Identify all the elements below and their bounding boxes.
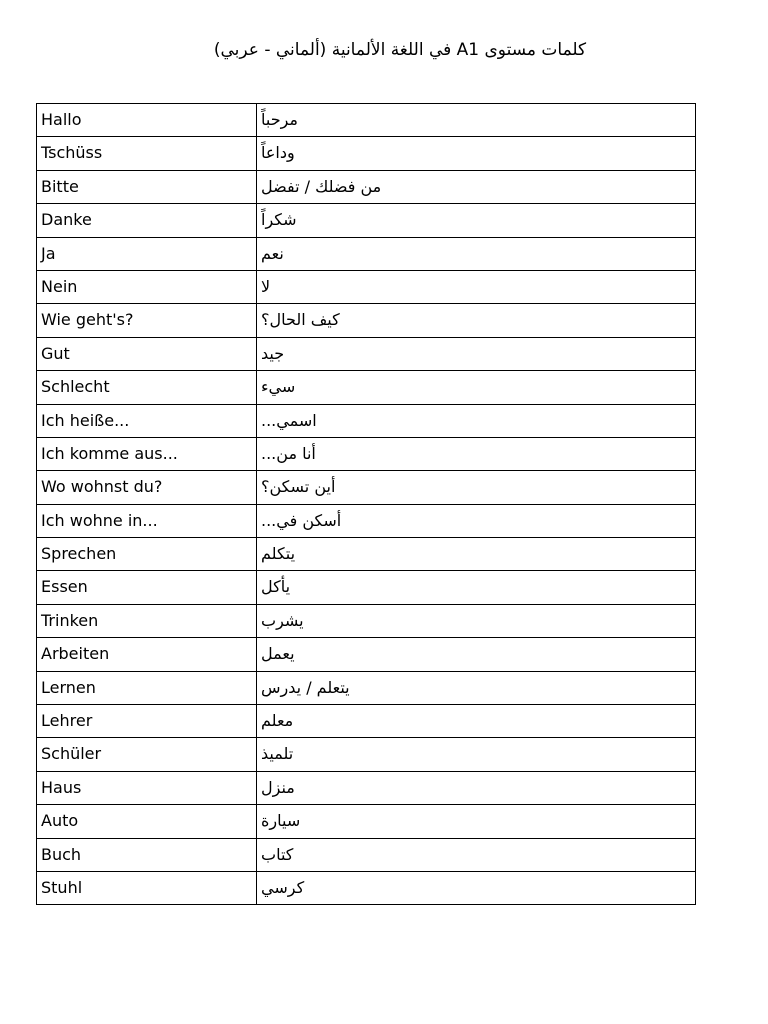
arabic-translation-cell xyxy=(257,371,696,404)
german-word-cell: Stuhl xyxy=(37,871,257,904)
german-word-cell: Buch xyxy=(37,838,257,871)
arabic-translation-cell xyxy=(257,571,696,604)
german-word-cell: Wie geht's? xyxy=(37,304,257,337)
arabic-translation-cell xyxy=(257,471,696,504)
table-row xyxy=(37,304,696,337)
arabic-translation-text: من فضلك / تفضل xyxy=(261,176,382,196)
german-word-cell: Gut xyxy=(37,337,257,370)
vocabulary-table-body xyxy=(37,104,696,905)
german-word-cell: Sprechen xyxy=(37,538,257,571)
german-word-cell: Danke xyxy=(37,204,257,237)
table-row xyxy=(37,571,696,604)
arabic-translation-text: لا xyxy=(261,276,271,296)
arabic-translation-text: أسكن في... xyxy=(261,510,342,530)
arabic-translation-text: يعمل xyxy=(261,644,295,664)
german-word-cell: Hallo xyxy=(37,104,257,137)
table-row xyxy=(37,638,696,671)
arabic-translation-cell xyxy=(257,170,696,203)
arabic-translation-text: شكراً xyxy=(261,210,297,230)
arabic-translation-cell xyxy=(257,604,696,637)
german-word-cell: Lehrer xyxy=(37,705,257,738)
arabic-translation-text: مرحباً xyxy=(261,110,298,129)
table-row xyxy=(37,838,696,871)
arabic-translation-cell xyxy=(257,638,696,671)
arabic-translation-text: يأكل xyxy=(261,577,291,597)
german-word-cell: Ich komme aus... xyxy=(37,437,257,470)
arabic-translation-cell xyxy=(257,738,696,771)
arabic-translation-cell xyxy=(257,871,696,904)
arabic-translation-cell xyxy=(257,404,696,437)
arabic-translation-text: أنا من... xyxy=(261,443,316,463)
german-word-cell: Schlecht xyxy=(37,371,257,404)
german-word-cell: Wo wohnst du? xyxy=(37,471,257,504)
arabic-translation-cell xyxy=(257,538,696,571)
arabic-translation-cell xyxy=(257,337,696,370)
arabic-translation-cell xyxy=(257,771,696,804)
arabic-translation-cell xyxy=(257,137,696,170)
table-row xyxy=(37,738,696,771)
arabic-translation-text: سيارة xyxy=(261,811,301,831)
arabic-translation-cell xyxy=(257,304,696,337)
arabic-translation-text: جيد xyxy=(261,343,285,363)
arabic-translation-text: منزل xyxy=(261,777,295,797)
table-row xyxy=(37,504,696,537)
german-word-cell: Schüler xyxy=(37,738,257,771)
arabic-translation-cell xyxy=(257,671,696,704)
table-row xyxy=(37,404,696,437)
arabic-translation-text: نعم xyxy=(261,243,284,263)
german-word-cell: Bitte xyxy=(37,170,257,203)
german-word-cell: Lernen xyxy=(37,671,257,704)
arabic-translation-text: كتاب xyxy=(261,844,294,864)
arabic-translation-text: يتعلم / يدرس xyxy=(261,677,350,697)
german-word-cell: Ja xyxy=(37,237,257,270)
table-row xyxy=(37,371,696,404)
table-row xyxy=(37,671,696,704)
table-row xyxy=(37,170,696,203)
arabic-translation-text: معلم xyxy=(261,711,294,731)
table-row xyxy=(37,104,696,137)
german-word-cell: Trinken xyxy=(37,604,257,637)
vocabulary-table xyxy=(36,103,696,905)
german-word-cell: Essen xyxy=(37,571,257,604)
german-word-cell: Arbeiten xyxy=(37,638,257,671)
table-row xyxy=(37,538,696,571)
table-row xyxy=(37,805,696,838)
table-row xyxy=(37,471,696,504)
arabic-translation-cell xyxy=(257,504,696,537)
table-row xyxy=(37,771,696,804)
arabic-translation-text: سيء xyxy=(261,377,296,397)
table-row xyxy=(37,270,696,303)
table-row xyxy=(37,871,696,904)
arabic-translation-text: يشرب xyxy=(261,610,304,630)
arabic-translation-text: اسمي... xyxy=(261,410,317,430)
arabic-translation-text: وداعاً xyxy=(261,143,295,163)
table-row xyxy=(37,204,696,237)
arabic-translation-cell xyxy=(257,838,696,871)
table-row xyxy=(37,604,696,637)
arabic-translation-cell xyxy=(257,705,696,738)
arabic-translation-cell xyxy=(257,270,696,303)
table-row xyxy=(37,137,696,170)
german-word-cell: Haus xyxy=(37,771,257,804)
table-row xyxy=(37,705,696,738)
german-word-cell: Auto xyxy=(37,805,257,838)
table-row xyxy=(37,237,696,270)
arabic-translation-text: كيف الحال؟ xyxy=(261,310,340,330)
arabic-translation-text: كرسي xyxy=(261,877,305,897)
arabic-translation-cell xyxy=(257,805,696,838)
document-title: كلمات مستوى A1 في اللغة الألمانية (ألماني - عربي) xyxy=(213,40,587,60)
arabic-translation-text: تلميذ xyxy=(261,744,294,764)
arabic-translation-cell xyxy=(257,204,696,237)
arabic-translation-cell xyxy=(257,437,696,470)
arabic-translation-cell xyxy=(257,104,696,137)
german-word-cell: Ich heiße... xyxy=(37,404,257,437)
german-word-cell: Nein xyxy=(37,270,257,303)
arabic-translation-text: أين تسكن؟ xyxy=(261,477,336,497)
arabic-translation-text: يتكلم xyxy=(261,544,296,564)
german-word-cell: Tschüss xyxy=(37,137,257,170)
german-word-cell: Ich wohne in... xyxy=(37,504,257,537)
table-row xyxy=(37,437,696,470)
table-row xyxy=(37,337,696,370)
arabic-translation-cell xyxy=(257,237,696,270)
